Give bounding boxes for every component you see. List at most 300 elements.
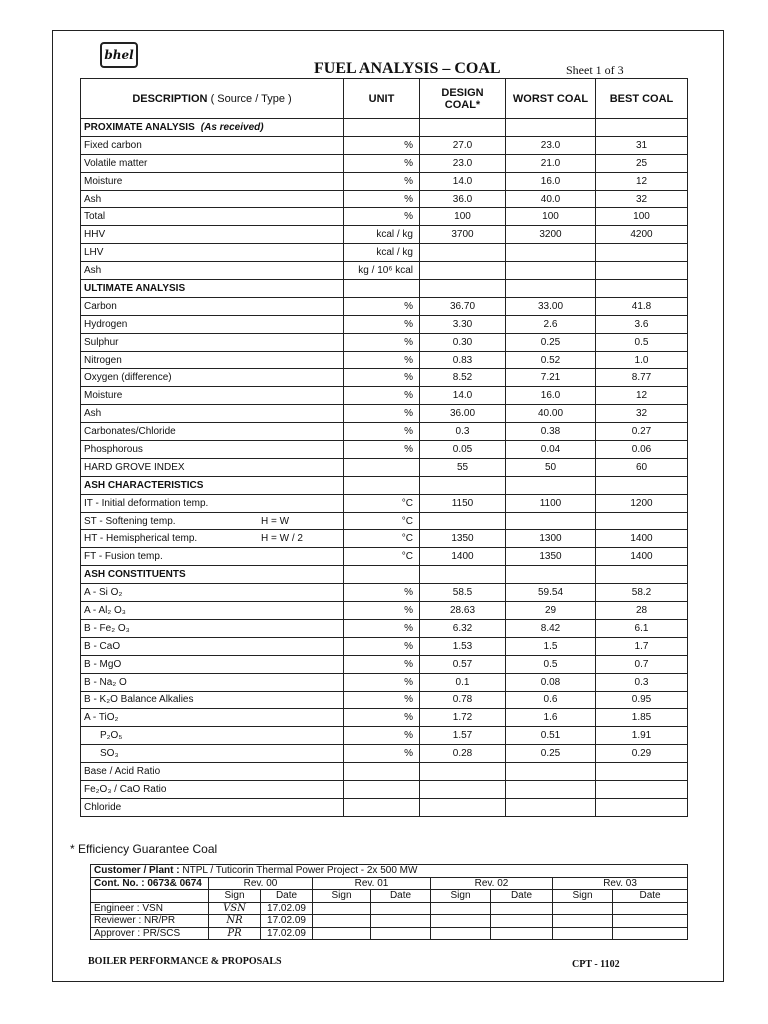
row-description-text: FT - Fusion temp. xyxy=(84,551,163,563)
section-title-text: ASH CONSTITUENTS xyxy=(84,569,186,581)
best-coal-header: BEST COAL xyxy=(596,79,688,119)
table-row xyxy=(81,262,688,280)
design-coal-value: 0.05 xyxy=(420,441,506,459)
best-coal-value: 1200 xyxy=(596,494,688,512)
reviewer-row xyxy=(91,915,688,928)
best-coal-value xyxy=(596,262,688,280)
row-description xyxy=(81,584,344,602)
design-coal-value: 100 xyxy=(420,208,506,226)
customer-value: NTPL / Tuticorin Thermal Power Project - 2x 500 MW xyxy=(182,865,418,877)
worst-coal-value xyxy=(506,262,596,280)
worst-coal-value: 0.25 xyxy=(506,745,596,763)
worst-coal-value: 59.54 xyxy=(506,584,596,602)
design-coal-value: 1.53 xyxy=(420,637,506,655)
row-unit: % xyxy=(344,405,420,423)
row-description-text: Phosphorous xyxy=(84,443,143,455)
section-header-row xyxy=(81,280,688,298)
table-row xyxy=(81,763,688,781)
design-coal-value: 14.0 xyxy=(420,172,506,190)
best-coal-value: 58.2 xyxy=(596,584,688,602)
section-header-row xyxy=(81,476,688,494)
row-unit: % xyxy=(344,727,420,745)
design-coal-value: 0.83 xyxy=(420,351,506,369)
design-coal-value: 1.57 xyxy=(420,727,506,745)
worst-coal-value: 50 xyxy=(506,458,596,476)
row-description-text: Oxygen (difference) xyxy=(84,372,172,384)
design-coal-header: DESIGN COAL* xyxy=(420,79,506,119)
table-row xyxy=(81,780,688,798)
row-description xyxy=(81,208,344,226)
date-label: Date xyxy=(491,890,553,903)
best-coal-value: 1.7 xyxy=(596,637,688,655)
worst-coal-value: 3200 xyxy=(506,226,596,244)
row-unit: °C xyxy=(344,512,420,530)
row-description xyxy=(81,763,344,781)
row-unit: % xyxy=(344,745,420,763)
section-title xyxy=(81,476,344,494)
row-description xyxy=(81,262,344,280)
design-coal-value: 14.0 xyxy=(420,387,506,405)
signoff-table xyxy=(90,864,688,940)
row-description xyxy=(81,727,344,745)
table-row xyxy=(81,655,688,673)
sign-label: Sign xyxy=(313,890,371,903)
sign-date-row xyxy=(91,890,688,903)
table-row xyxy=(81,512,688,530)
row-unit: % xyxy=(344,136,420,154)
row-unit: % xyxy=(344,297,420,315)
design-coal-value xyxy=(420,798,506,816)
row-description xyxy=(81,190,344,208)
row-description-text: Ash xyxy=(84,265,102,277)
worst-coal-value: 100 xyxy=(506,208,596,226)
department-footer: BOILER PERFORMANCE & PROPOSALS xyxy=(88,956,282,967)
row-description xyxy=(81,351,344,369)
best-coal-value: 0.5 xyxy=(596,333,688,351)
worst-coal-value xyxy=(506,798,596,816)
table-body xyxy=(81,119,688,817)
footnote: * Efficiency Guarantee Coal xyxy=(70,842,218,856)
table-row xyxy=(81,709,688,727)
worst-coal-value xyxy=(506,244,596,262)
row-description-text: HHV xyxy=(84,229,106,241)
row-description-text: Carbon xyxy=(84,300,117,312)
row-description xyxy=(81,548,344,566)
row-description xyxy=(81,405,344,423)
design-coal-value: 27.0 xyxy=(420,136,506,154)
worst-coal-value: 1.6 xyxy=(506,709,596,727)
row-description xyxy=(81,136,344,154)
worst-coal-value: 0.5 xyxy=(506,655,596,673)
row-description-text: Nitrogen xyxy=(84,354,122,366)
best-coal-value: 32 xyxy=(596,405,688,423)
section-note: (As received) xyxy=(200,121,264,133)
best-coal-value: 1400 xyxy=(596,530,688,548)
design-coal-value: 0.3 xyxy=(420,423,506,441)
sign-label: Sign xyxy=(209,890,261,903)
best-coal-value: 28 xyxy=(596,602,688,620)
row-description xyxy=(81,154,344,172)
worst-coal-header: WORST COAL xyxy=(506,79,596,119)
best-coal-value xyxy=(596,244,688,262)
design-coal-value: 8.52 xyxy=(420,369,506,387)
reviewer-date: 17.02.09 xyxy=(261,915,313,928)
row-unit: °C xyxy=(344,530,420,548)
table-row xyxy=(81,637,688,655)
row-description-text: LHV xyxy=(84,247,104,259)
row-description-text: B - Na₂ O xyxy=(84,676,127,688)
best-coal-value: 1.0 xyxy=(596,351,688,369)
design-coal-value: 3.30 xyxy=(420,315,506,333)
best-coal-value xyxy=(596,780,688,798)
row-description xyxy=(81,798,344,816)
row-description-text: B - Fe₂ O₃ xyxy=(84,622,130,634)
row-unit: % xyxy=(344,673,420,691)
table-row xyxy=(81,387,688,405)
best-coal-value xyxy=(596,512,688,530)
row-description xyxy=(81,602,344,620)
document-title: FUEL ANALYSIS – COAL xyxy=(314,60,501,77)
best-coal-value: 12 xyxy=(596,172,688,190)
row-unit: % xyxy=(344,584,420,602)
row-description xyxy=(81,637,344,655)
design-coal-value: 1400 xyxy=(420,548,506,566)
row-description-text: Sulphur xyxy=(84,336,119,348)
engineer-role: Engineer : VSN xyxy=(91,902,209,915)
worst-coal-value: 0.51 xyxy=(506,727,596,745)
row-description-text: B - CaO xyxy=(84,640,121,652)
row-description-text: HT - Hemispherical temp. xyxy=(84,533,198,545)
row-description-text: A - TiO₂ xyxy=(84,712,119,724)
worst-coal-value: 0.6 xyxy=(506,691,596,709)
sheet-number: Sheet 1 of 3 xyxy=(566,63,624,77)
row-description-text: ST - Softening temp. xyxy=(84,515,176,527)
row-description-text: Total xyxy=(84,211,106,223)
worst-coal-value: 40.0 xyxy=(506,190,596,208)
best-coal-value xyxy=(596,763,688,781)
section-title xyxy=(81,280,344,298)
design-coal-value: 36.00 xyxy=(420,405,506,423)
row-description xyxy=(81,655,344,673)
worst-coal-value: 0.52 xyxy=(506,351,596,369)
table-row xyxy=(81,458,688,476)
design-coal-value: 1150 xyxy=(420,494,506,512)
section-header-row xyxy=(81,119,688,137)
worst-coal-value: 1350 xyxy=(506,548,596,566)
sign-label: Sign xyxy=(553,890,613,903)
row-description xyxy=(81,530,344,548)
table-row xyxy=(81,154,688,172)
worst-coal-value: 0.04 xyxy=(506,441,596,459)
company-logo: bhel xyxy=(100,42,138,68)
design-coal-value xyxy=(420,512,506,530)
row-description xyxy=(81,441,344,459)
row-unit: % xyxy=(344,709,420,727)
row-description-text: Moisture xyxy=(84,175,123,187)
worst-coal-value xyxy=(506,512,596,530)
row-unit: % xyxy=(344,172,420,190)
worst-coal-value: 0.38 xyxy=(506,423,596,441)
row-description xyxy=(81,494,344,512)
best-coal-value: 1.85 xyxy=(596,709,688,727)
design-coal-value: 36.70 xyxy=(420,297,506,315)
row-description-text: Base / Acid Ratio xyxy=(84,766,161,777)
table-row xyxy=(81,602,688,620)
worst-coal-value xyxy=(506,780,596,798)
row-unit: % xyxy=(344,637,420,655)
approver-date: 17.02.09 xyxy=(261,927,313,940)
design-coal-value: 6.32 xyxy=(420,619,506,637)
table-row xyxy=(81,172,688,190)
unit-header: UNIT xyxy=(344,79,420,119)
customer-row xyxy=(91,865,688,878)
document-code: CPT - 1102 xyxy=(572,959,620,970)
row-unit: kcal / kg xyxy=(344,244,420,262)
best-coal-value: 100 xyxy=(596,208,688,226)
row-description-text: Ash xyxy=(84,408,102,420)
design-coal-value: 0.57 xyxy=(420,655,506,673)
row-description-text: A - Al₂ O₃ xyxy=(84,604,126,616)
best-coal-value: 60 xyxy=(596,458,688,476)
worst-coal-value: 16.0 xyxy=(506,387,596,405)
table-row xyxy=(81,297,688,315)
approver-row xyxy=(91,927,688,940)
worst-coal-value: 33.00 xyxy=(506,297,596,315)
worst-coal-value: 1.5 xyxy=(506,637,596,655)
table-row xyxy=(81,745,688,763)
best-coal-value: 25 xyxy=(596,154,688,172)
section-title xyxy=(81,566,344,584)
table-row xyxy=(81,208,688,226)
table-row xyxy=(81,548,688,566)
design-coal-value: 0.78 xyxy=(420,691,506,709)
table-row xyxy=(81,441,688,459)
row-unit: % xyxy=(344,441,420,459)
revision-row xyxy=(91,877,688,890)
best-coal-value: 41.8 xyxy=(596,297,688,315)
best-coal-value: 32 xyxy=(596,190,688,208)
table-row xyxy=(81,315,688,333)
section-header-row xyxy=(81,566,688,584)
table-row xyxy=(81,369,688,387)
row-description xyxy=(81,512,344,530)
best-coal-value: 0.7 xyxy=(596,655,688,673)
row-unit: % xyxy=(344,691,420,709)
row-description xyxy=(81,709,344,727)
best-coal-value: 1400 xyxy=(596,548,688,566)
date-label: Date xyxy=(613,890,688,903)
worst-coal-value: 0.08 xyxy=(506,673,596,691)
worst-coal-value: 1100 xyxy=(506,494,596,512)
section-title-text: ULTIMATE ANALYSIS xyxy=(84,282,186,294)
fuel-analysis-table xyxy=(80,78,688,817)
best-coal-value: 12 xyxy=(596,387,688,405)
row-unit xyxy=(344,763,420,781)
design-coal-value xyxy=(420,262,506,280)
row-description-text: Ash xyxy=(84,193,102,205)
best-coal-value: 8.77 xyxy=(596,369,688,387)
best-coal-value: 4200 xyxy=(596,226,688,244)
row-unit: °C xyxy=(344,548,420,566)
section-title-text: ASH CHARACTERISTICS xyxy=(84,479,204,491)
row-description xyxy=(81,315,344,333)
row-description-text: B - K₂O Balance Alkalies xyxy=(84,694,194,706)
engineer-date: 17.02.09 xyxy=(261,902,313,915)
row-description-text: IT - Initial deformation temp. xyxy=(84,497,209,509)
design-coal-value xyxy=(420,763,506,781)
design-coal-value: 0.1 xyxy=(420,673,506,691)
rev-00: Rev. 00 xyxy=(209,877,313,890)
row-description xyxy=(81,780,344,798)
design-coal-value: 28.63 xyxy=(420,602,506,620)
table-row xyxy=(81,584,688,602)
design-coal-value: 23.0 xyxy=(420,154,506,172)
row-description xyxy=(81,619,344,637)
table-row xyxy=(81,333,688,351)
best-coal-value: 0.3 xyxy=(596,673,688,691)
row-description xyxy=(81,673,344,691)
design-coal-value xyxy=(420,780,506,798)
date-label: Date xyxy=(261,890,313,903)
row-description-text: B - MgO xyxy=(84,658,122,670)
rev-03: Rev. 03 xyxy=(553,877,688,890)
best-coal-value xyxy=(596,798,688,816)
row-description xyxy=(81,172,344,190)
table-row xyxy=(81,136,688,154)
worst-coal-value: 23.0 xyxy=(506,136,596,154)
worst-coal-value: 16.0 xyxy=(506,172,596,190)
design-coal-value: 55 xyxy=(420,458,506,476)
row-description xyxy=(81,423,344,441)
best-coal-value: 3.6 xyxy=(596,315,688,333)
row-description-text: Fe₂O₃ / CaO Ratio xyxy=(84,783,167,795)
approver-signature: PR xyxy=(209,927,261,940)
row-unit: % xyxy=(344,387,420,405)
row-unit: kg / 10⁶ kcal xyxy=(344,262,420,280)
row-description-text: Fixed carbon xyxy=(84,139,142,151)
rev-01: Rev. 01 xyxy=(313,877,431,890)
design-coal-value: 1.72 xyxy=(420,709,506,727)
row-unit: % xyxy=(344,602,420,620)
table-row xyxy=(81,727,688,745)
row-unit: kcal / kg xyxy=(344,226,420,244)
design-coal-value: 58.5 xyxy=(420,584,506,602)
best-coal-value: 0.95 xyxy=(596,691,688,709)
best-coal-value: 6.1 xyxy=(596,619,688,637)
row-unit: % xyxy=(344,315,420,333)
worst-coal-value: 40.00 xyxy=(506,405,596,423)
row-unit: % xyxy=(344,351,420,369)
table-row xyxy=(81,423,688,441)
row-unit: % xyxy=(344,190,420,208)
worst-coal-value: 2.6 xyxy=(506,315,596,333)
table-row xyxy=(81,351,688,369)
sign-label: Sign xyxy=(431,890,491,903)
worst-coal-value: 0.25 xyxy=(506,333,596,351)
best-coal-value: 0.29 xyxy=(596,745,688,763)
row-unit: % xyxy=(344,423,420,441)
row-unit xyxy=(344,458,420,476)
row-description xyxy=(81,333,344,351)
table-row xyxy=(81,226,688,244)
table-row xyxy=(81,530,688,548)
engineer-signature: VSN xyxy=(209,902,261,915)
row-unit: % xyxy=(344,369,420,387)
row-description xyxy=(81,458,344,476)
section-title-text: PROXIMATE ANALYSIS xyxy=(84,121,195,133)
worst-coal-value: 29 xyxy=(506,602,596,620)
row-description xyxy=(81,369,344,387)
row-unit: % xyxy=(344,154,420,172)
row-description xyxy=(81,297,344,315)
row-unit xyxy=(344,780,420,798)
worst-coal-value: 7.21 xyxy=(506,369,596,387)
table-row xyxy=(81,405,688,423)
design-coal-value: 0.28 xyxy=(420,745,506,763)
worst-coal-value: 8.42 xyxy=(506,619,596,637)
contract-number: Cont. No. : 0673& 0674 xyxy=(91,877,209,890)
engineer-row xyxy=(91,902,688,915)
row-description-text: Chloride xyxy=(84,801,122,813)
worst-coal-value xyxy=(506,763,596,781)
design-coal-value: 1350 xyxy=(420,530,506,548)
table-row xyxy=(81,673,688,691)
row-description xyxy=(81,244,344,262)
rev-02: Rev. 02 xyxy=(431,877,553,890)
best-coal-value: 1.91 xyxy=(596,727,688,745)
table-row xyxy=(81,619,688,637)
row-description-text: Carbonates/Chloride xyxy=(84,426,176,438)
row-description xyxy=(81,226,344,244)
design-coal-value xyxy=(420,244,506,262)
table-row xyxy=(81,244,688,262)
best-coal-value: 31 xyxy=(596,136,688,154)
row-description xyxy=(81,745,344,763)
row-unit xyxy=(344,798,420,816)
design-coal-value: 0.30 xyxy=(420,333,506,351)
row-unit: °C xyxy=(344,494,420,512)
table-header-row xyxy=(81,79,688,119)
row-description-text: P₂O₅ xyxy=(100,730,123,742)
date-label: Date xyxy=(371,890,431,903)
design-coal-value: 36.0 xyxy=(420,190,506,208)
row-condition: H = W / 2 xyxy=(261,533,303,545)
row-description-text: Moisture xyxy=(84,390,123,402)
best-coal-value: 0.06 xyxy=(596,441,688,459)
worst-coal-value: 21.0 xyxy=(506,154,596,172)
customer-label: Customer / Plant : xyxy=(94,865,180,877)
row-unit: % xyxy=(344,208,420,226)
row-description xyxy=(81,387,344,405)
row-unit: % xyxy=(344,655,420,673)
reviewer-role: Reviewer : NR/PR xyxy=(91,915,209,928)
design-coal-value: 3700 xyxy=(420,226,506,244)
best-coal-value: 0.27 xyxy=(596,423,688,441)
row-description-text: A - Si O₂ xyxy=(84,587,123,599)
row-description-text: HARD GROVE INDEX xyxy=(84,461,185,473)
row-unit: % xyxy=(344,333,420,351)
table-row xyxy=(81,798,688,816)
description-header: DESCRIPTION ( Source / Type ) xyxy=(81,79,344,119)
table-row xyxy=(81,190,688,208)
row-description-text: SO₃ xyxy=(100,748,119,760)
table-row xyxy=(81,494,688,512)
row-condition: H = W xyxy=(261,515,290,527)
row-description xyxy=(81,691,344,709)
worst-coal-value: 1300 xyxy=(506,530,596,548)
section-title xyxy=(81,119,344,137)
table-row xyxy=(81,691,688,709)
